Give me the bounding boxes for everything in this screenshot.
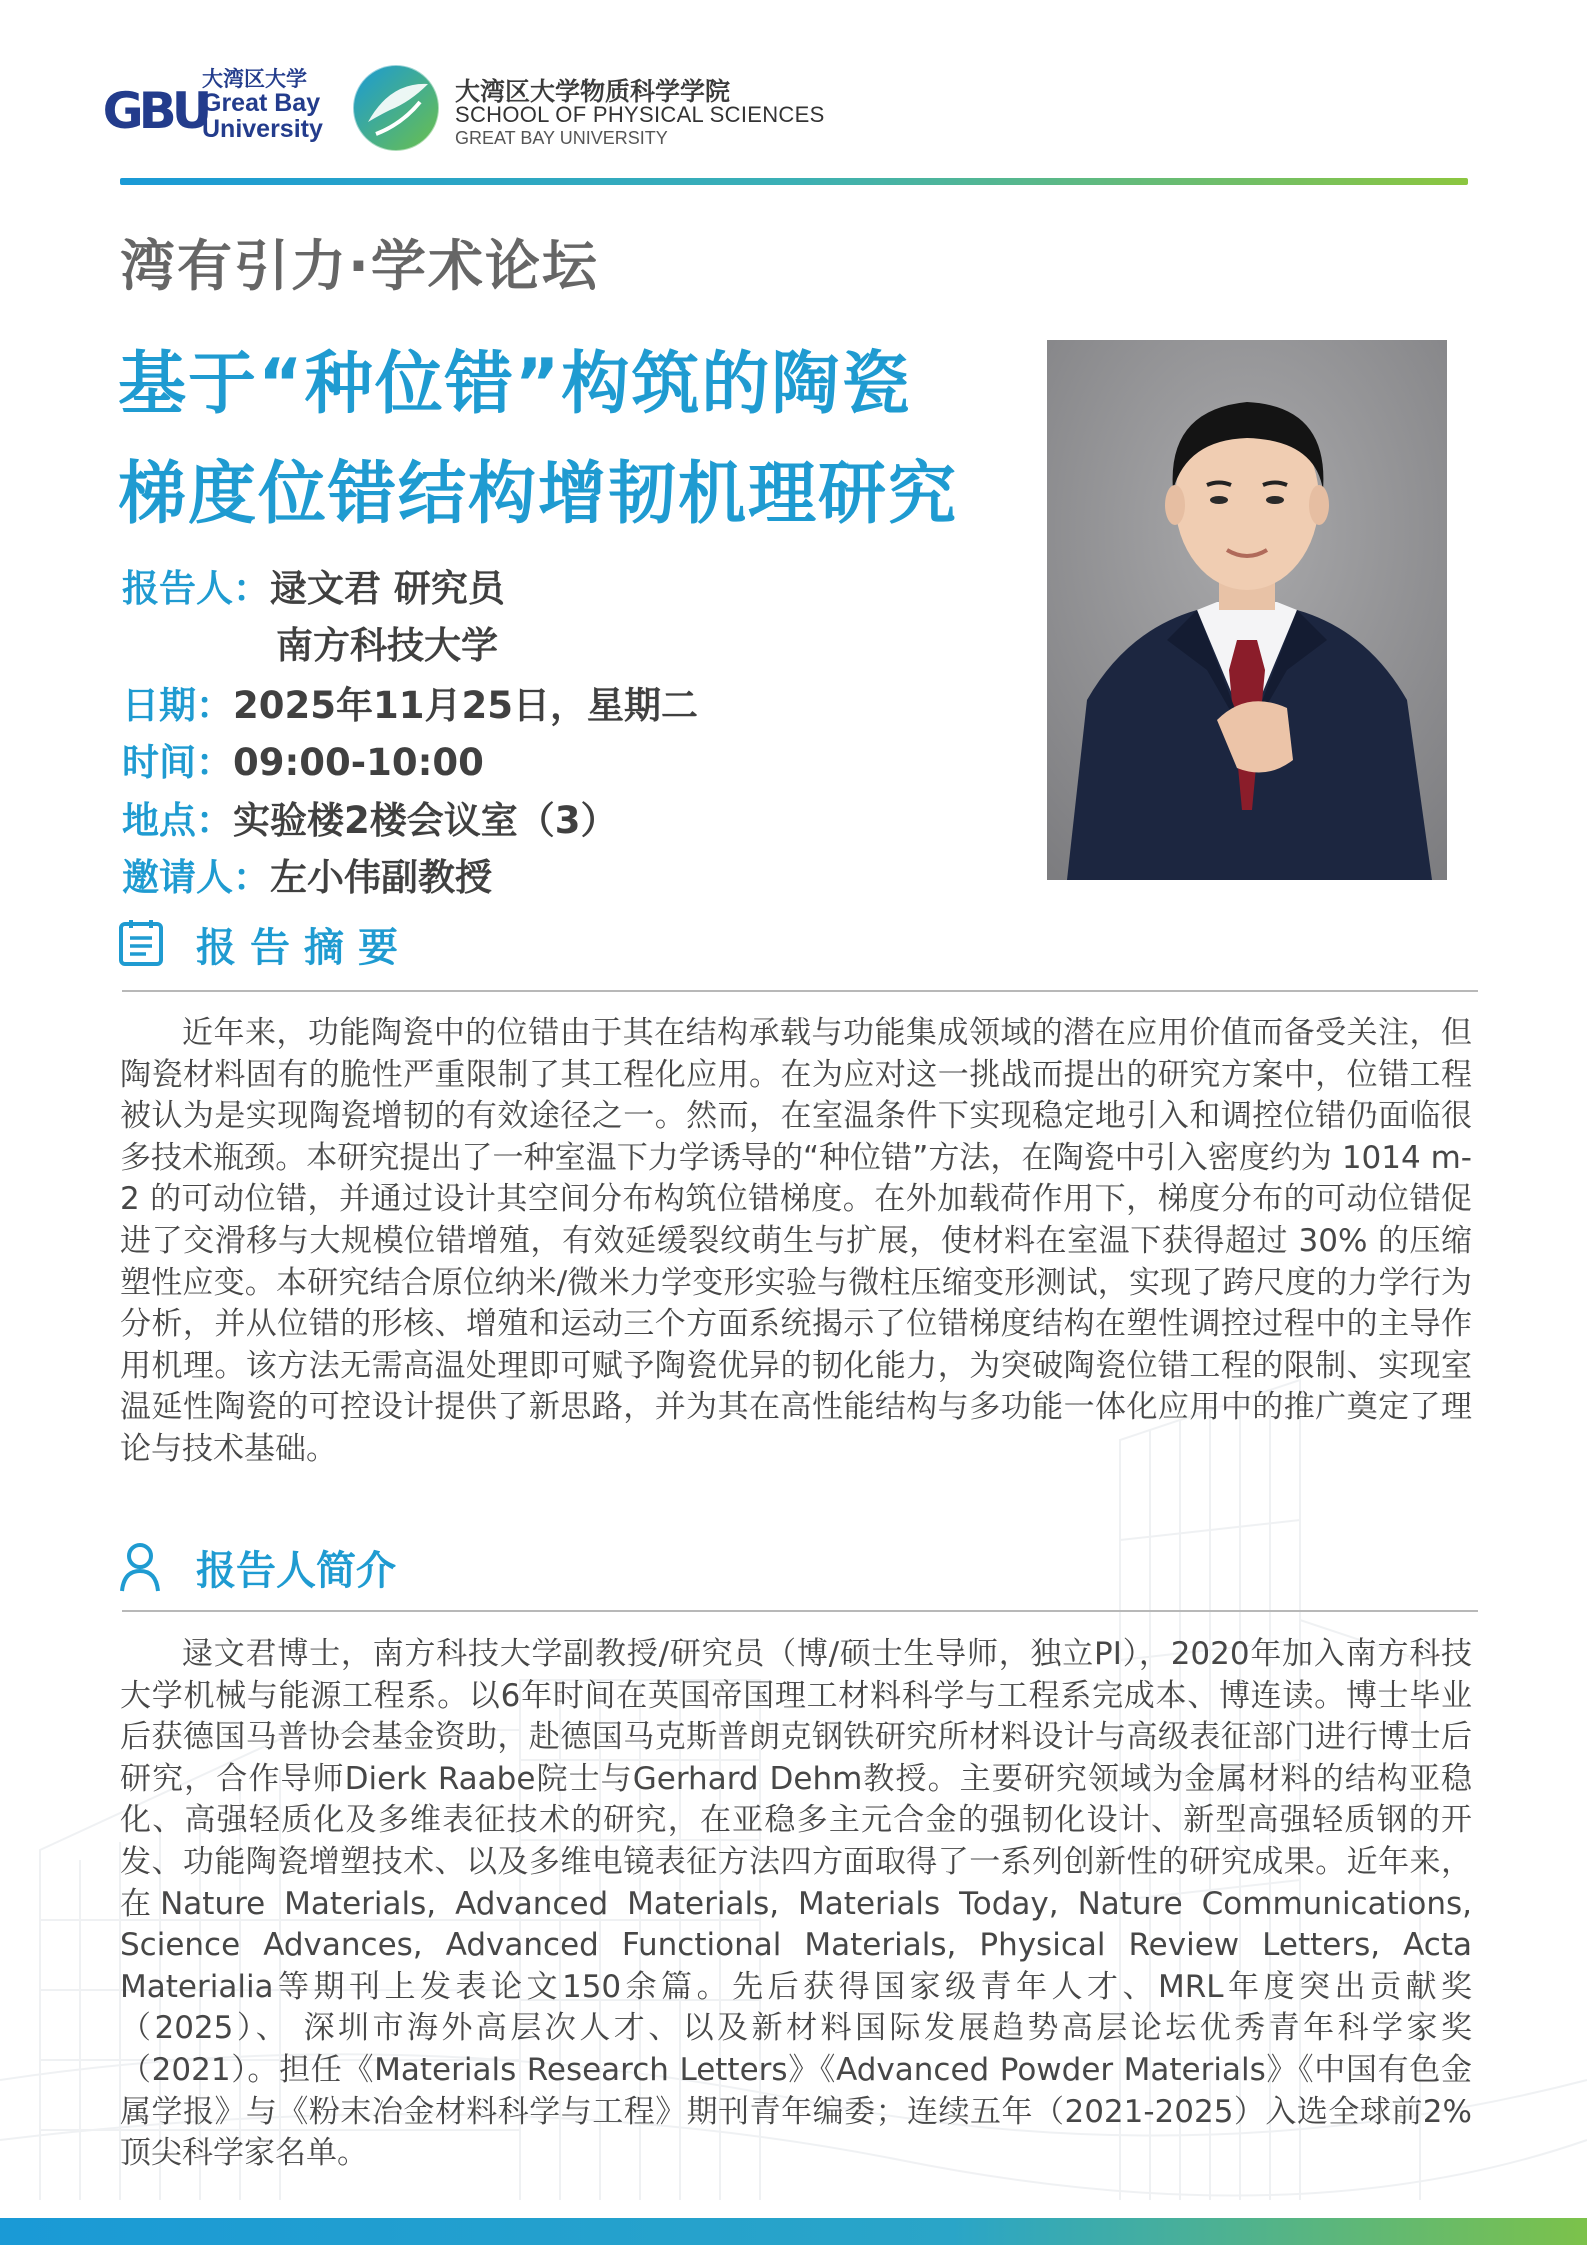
venue-row	[122, 790, 618, 844]
document-list-icon	[118, 918, 164, 968]
time-label: 时间：	[122, 741, 233, 784]
university-name-en: GREAT BAY UNIVERSITY	[455, 128, 668, 148]
abstract-divider	[122, 990, 1478, 992]
talk-title-line1: 基于“种位错”构筑的陶瓷	[118, 345, 912, 424]
forum-title: 湾有引力·学术论坛	[120, 234, 599, 298]
affiliation-row	[276, 615, 498, 669]
person-icon	[118, 1541, 162, 1593]
gbu-name-en-line2: University	[202, 115, 323, 144]
footer-gradient-band	[0, 2218, 1587, 2245]
svg-text:GBU: GBU	[102, 82, 208, 140]
speaker-portrait-illustration	[1047, 340, 1447, 880]
time-row	[122, 732, 484, 786]
speaker-row	[122, 558, 505, 612]
time-value: 09:00-10:00	[233, 741, 484, 784]
gbu-wordmark	[202, 68, 332, 143]
header-gradient-rule	[120, 178, 1468, 185]
school-name-en: SCHOOL OF PHYSICAL SCIENCES	[455, 102, 825, 127]
speaker-label: 报告人：	[122, 567, 270, 610]
leaf-emblem-icon	[350, 62, 442, 154]
great-bay-university-logo	[102, 62, 323, 152]
venue-label: 地点：	[122, 799, 233, 842]
school-name-cn: 大湾区大学物质科学学院	[455, 77, 731, 106]
host-value: 左小伟副教授	[270, 856, 492, 899]
speaker-name: 逯文君 研究员	[270, 567, 505, 610]
bio-divider	[122, 1610, 1478, 1612]
gbu-monogram-mark	[102, 72, 208, 140]
gbu-name-cn: 大湾区大学	[202, 67, 307, 91]
venue-value: 实验楼2楼会议室（3）	[233, 799, 618, 842]
school-of-physical-sciences-logo	[350, 62, 825, 162]
abstract-body: 近年来，功能陶瓷中的位错由于其在结构承载与功能集成领域的潜在应用价值而备受关注，但陶瓷材料固有的脆性严重限制了其工程化应用。在为应对这一挑战而提出的研究方案中，位错工程被认为是实现陶瓷增韧的有效途径之一。然而，在室温条件下实现稳定地引入和调控位错仍面临很多技术瓶颈。本研究提出了一种室温下力学诱导的“种位错”方法，在陶瓷中引入密度约为 1014 m-2 的可动位错，并通过设计其空间分布构筑位错梯度。在外加载荷作用下，梯度分布的可动位错促进了交滑移与大规模位错增殖，有效延缓裂纹萌生与扩展，使材料在室温下获得超过 30% 的压缩塑性应变。本研究结合原位纳米/微米力学变形实验与微柱压缩变形测试，实现了跨尺度的力学行为分析，并从位错的形核、增殖和运动三个方面系统揭示了位错梯度结构在塑性调控过程中的主导作用机理。该方法无需高温处理即可赋予陶瓷优异的韧化能力，为突破陶瓷位错工程的限制、实现室温延性陶瓷的可控设计提供了新思路，并为其在高性能结构与多功能一体化应用中的推广奠定了理论与技术基础。	[120, 1015, 1472, 1467]
host-row	[122, 847, 492, 901]
bio-heading: 报告人简介	[196, 1548, 396, 1594]
talk-title-line2: 梯度位错结构增韧机理研究	[118, 455, 959, 534]
date-label: 日期：	[122, 684, 233, 727]
date-value: 2025年11月25日，星期二	[233, 684, 698, 727]
abstract-heading: 报告摘要	[196, 925, 412, 971]
date-row	[122, 675, 698, 729]
bio-body: 逯文君博士，南方科技大学副教授/研究员（博/硕士生导师，独立PI），2020年加入南方科技大学机械与能源工程系。以6年时间在英国帝国理工材料科学与工程系完成本、博连读。博士毕业后获德国马普协会基金资助，赴德国马克斯普朗克钢铁研究所材料设计与高级表征部门进行博士后研究，合作导师Dierk Raabe院士与Gerhard Dehm教授。主要研究领域为金属材料的结构亚稳化、高强轻质化及多维表征技术的研究，在亚稳多主元合金的强韧化设计、新型高强轻质钢的开发、功能陶瓷增塑技术、以及多维电镜表征方法四方面取得了一系列创新性的研究成果。近年来，在Nature Materials, Advanced Materials, Materials Today, Nature Communications, Science Advances, Advanced Functional Materials, Physical Review Letters, Acta Materialia等期刊上发表论文150余篇。先后获得国家级青年人才、MRL年度突出贡献奖（2025）、 深圳市海外高层次人才、以及新材料国际发展趋势高层论坛优秀青年科学家奖（2021）。担任《Materials Research Letters》《Advanced Powder Materials》《中国有色金属学报》与《粉末冶金材料科学与工程》期刊青年编委；连续五年（2021-2025）入选全球前2%顶尖科学家名单。	[120, 1636, 1472, 2172]
speaker-portrait-photo	[1047, 340, 1447, 880]
gbu-name-en-line1: Great Bay	[202, 89, 321, 118]
speaker-affiliation: 南方科技大学	[276, 624, 498, 667]
host-label: 邀请人：	[122, 856, 270, 899]
